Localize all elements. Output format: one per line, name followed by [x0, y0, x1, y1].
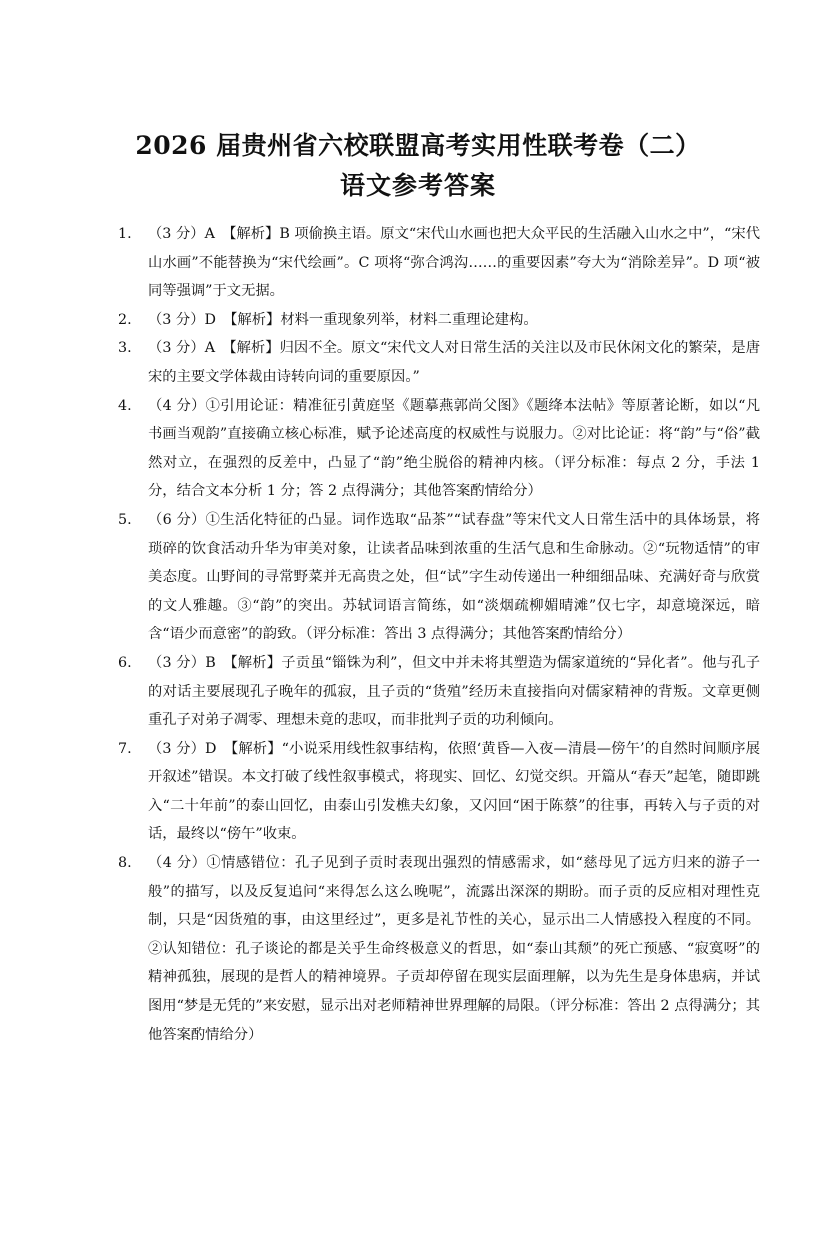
answer-item: [118, 506, 760, 649]
answer-item: [118, 735, 760, 849]
answer-list: [118, 220, 760, 1049]
answer-text: （3 分）B 【解析】子贡虽“锱铢为利”，但文中并未将其塑造为儒家道统的“异化者”。他与孔子的对话主要展现孔子晚年的孤寂，且子贡的“货殖”经历未直接指向对儒家精神的背叛。文章更侧重孔子对弟子凋零、理想未竟的悲叹，而非批判子贡的功利倾向。: [148, 654, 760, 729]
question-number: 4.: [118, 397, 132, 414]
answer-text: （4 分）①情感错位：孔子见到子贡时表现出强烈的情感需求，如“慈母见了远方归来的游子一般”的描写，以及反复追问“来得怎么这么晚呢”，流露出深深的期盼。而子贡的反应相对理性克制，只是“因货殖的事，由这里经过”，更多是礼节性的关心，显示出二人情感投入程度的不同。②认知错位：孔子谈论的都是关乎生命终极意义的哲思，如“泰山其颓”的死亡预感、“寂寞呀”的精神孤独，展现的是哲人的精神境界。子贡却停留在现实层面理解，以为先生是身体患病，并试图用“梦是无凭的”来安慰，显示出对老师精神世界理解的局限。（评分标准：答出 2 点得满分；其他答案酌情给分）: [148, 855, 760, 1043]
answer-item: [118, 334, 760, 391]
question-number: 6.: [118, 654, 132, 671]
answer-text: （3 分）A 【解析】归因不全。原文“宋代文人对日常生活的关注以及市民休闲文化的繁荣，是唐宋的主要文学体裁由诗转向词的重要原因。”: [148, 340, 760, 385]
question-number: 1.: [118, 226, 132, 242]
answer-text: （3 分）D 【解析】“小说采用线性叙事结构，依照‘黄昏—入夜—清晨—傍午’的自然时间顺序展开叙述”错误。本文打破了线性叙事模式，将现实、回忆、幻觉交织。开篇从“春天”起笔，随即跳入“二十年前”的泰山回忆，由泰山引发樵夫幻象，又闪回“困于陈蔡”的往事，再转入与子贡的对话，最终以“傍午”收束。: [148, 740, 760, 843]
answer-text: （6 分）①生活化特征的凸显。词作选取“品茶”“试春盘”等宋代文人日常生活中的具体场景，将琐碎的饮食活动升华为审美对象，让读者品味到浓重的生活气息和生命脉动。②“玩物适情”的审美态度。山野间的寻常野菜并无高贵之处，但“试”字生动传递出一种细细品味、充满好奇与欣赏的文人雅趣。③“韵”的突出。苏轼词语言简练，如“淡烟疏柳媚晴滩”仅七字，却意境深远，暗含“语少而意密”的韵致。（评分标准：答出 3 点得满分；其他答案酌情给分）: [148, 511, 760, 643]
answer-item: [118, 220, 760, 306]
answer-item: [118, 392, 760, 506]
answer-item: [118, 649, 760, 735]
subject-title: 语文参考答案: [339, 171, 496, 200]
answer-text: （3 分）D 【解析】材料一重现象列举，材料二重理论建构。: [148, 311, 538, 328]
question-number: 7.: [118, 740, 132, 757]
question-number: 8.: [118, 855, 132, 872]
question-number: 2.: [118, 311, 132, 328]
answer-item: [118, 306, 760, 335]
question-number: 3.: [118, 340, 132, 357]
title-block: [0, 126, 836, 206]
exam-title: 2026 届贵州省六校联盟高考实用性联考卷（二）: [135, 131, 701, 160]
question-number: 5.: [118, 511, 132, 528]
answer-text: （4 分）①引用论证：精准征引黄庭坚《题摹燕郭尚父图》《题绛本法帖》等原著论断，如以“凡书画当观韵”直接确立核心标准，赋予论述高度的权威性与说服力。②对比论证：将“韵”与“俗”截然对立，在强烈的反差中，凸显了“韵”绝尘脱俗的精神内核。（评分标准：每点 2 分，手法 1 分，结合文本分析 1 分；答 2 点得满分；其他答案酌情给分）: [148, 397, 760, 500]
answer-text: （3 分）A 【解析】B 项偷换主语。原文“宋代山水画也把大众平民的生活融入山水之中”，“宋代山水画”不能替换为“宋代绘画”。C 项将“弥合鸿沟……的重要因素”夸大为“消除差异”。D 项“被同等强调”于文无据。: [148, 226, 760, 300]
answer-item: [118, 849, 760, 1049]
